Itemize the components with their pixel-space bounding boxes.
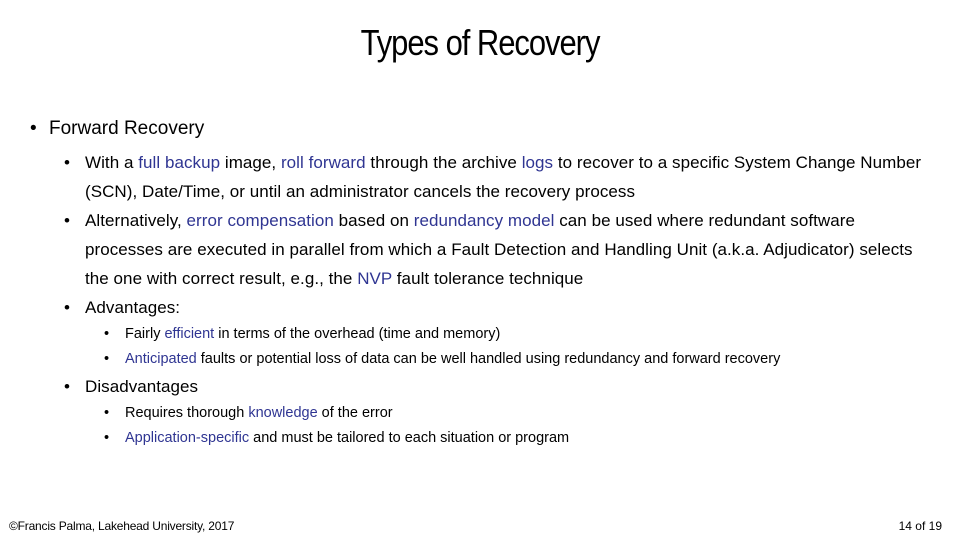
highlight-knowledge: knowledge — [248, 405, 318, 421]
bullet-dot: • — [64, 377, 70, 396]
bullet-dot: • — [104, 430, 110, 446]
bullet-dot: • — [104, 326, 110, 342]
disadvantages-heading: Disadvantages — [85, 377, 199, 396]
text-segment: can be used where redundant software processes are executed in parallel from which a Fault Detection and Handling Unit (a.k.a. Adjudicator) selects the one with correct result, e.g., the — [85, 211, 913, 288]
bullet-dot: • — [64, 298, 70, 317]
disadvantage-item — [104, 426, 569, 450]
bullet-dot: • — [30, 118, 37, 139]
disadvantage-item — [104, 401, 393, 425]
text-segment: faults or potential loss of data can be well handled using redundancy and forward recovery — [196, 351, 781, 367]
advantages-colon: : — [175, 298, 181, 317]
bullet-disadvantages — [64, 372, 934, 401]
highlight-anticipated: Anticipated — [125, 351, 197, 367]
highlight-redundancy-model: redundancy model — [413, 211, 555, 230]
highlight-logs: logs — [521, 153, 554, 172]
main-bullet-label: Forward Recovery — [49, 118, 205, 139]
highlight-full-backup: full backup — [138, 153, 221, 172]
advantages-heading: Advantages — [85, 298, 176, 317]
highlight-application-specific: Application-specific — [125, 430, 250, 446]
text-segment: to recover to a specific System Change Number (SCN), Date/Time, or until an administrator cancels the recovery process — [85, 153, 922, 201]
text-segment: in terms of the overhead (time and memory) — [214, 326, 501, 342]
text-segment: Alternatively, — [85, 211, 187, 230]
page-number: 14 of 19 — [898, 519, 942, 533]
highlight-nvp: NVP — [357, 269, 393, 288]
text-segment: image, — [220, 153, 281, 172]
footer-credit: ©Francis Palma, Lakehead University, 2017 — [9, 519, 235, 533]
bullet-error-compensation — [64, 206, 934, 293]
bullet-dot: • — [104, 351, 110, 367]
highlight-efficient: efficient — [164, 326, 215, 342]
text-segment: fault tolerance technique — [392, 269, 584, 288]
slide-title: Types of Recovery — [360, 22, 600, 63]
advantage-item — [104, 347, 780, 371]
bullet-dot: • — [64, 211, 70, 230]
highlight-error-compensation: error compensation — [186, 211, 334, 230]
bullet-dot: • — [64, 153, 70, 172]
text-segment: and must be tailored to each situation or program — [249, 430, 570, 446]
bullet-full-backup — [64, 148, 934, 206]
bullet-dot: • — [104, 405, 110, 421]
advantage-item — [104, 322, 500, 346]
text-segment: Fairly — [125, 326, 165, 342]
text-segment: With a — [85, 153, 139, 172]
text-segment: Requires thorough — [125, 405, 249, 421]
bullet-advantages — [64, 293, 934, 322]
text-segment: through the archive — [365, 153, 522, 172]
text-segment: of the error — [317, 405, 393, 421]
text-segment: based on — [333, 211, 414, 230]
highlight-roll-forward: roll forward — [280, 153, 366, 172]
